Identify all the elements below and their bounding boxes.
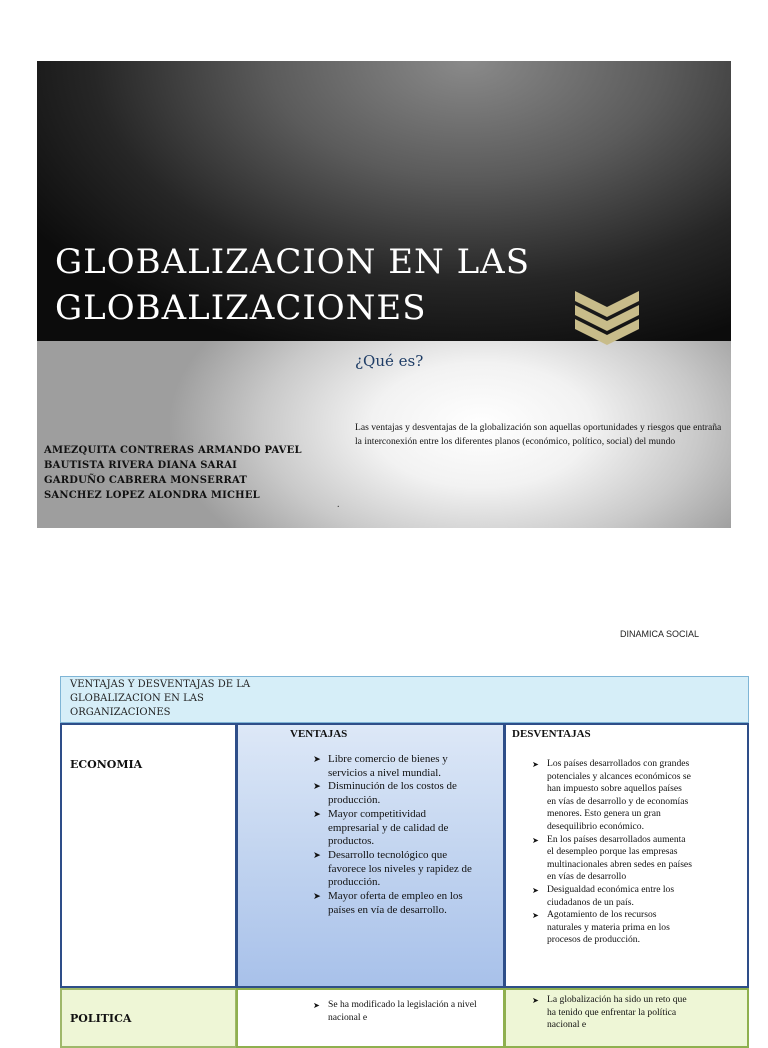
comparison-table [60,676,749,1031]
page-header-label: DINAMICA SOCIAL [620,629,700,639]
cover-title [55,239,530,331]
author-name: BAUTISTA RIVERA DIANA SARAI [44,460,237,471]
desventajas-list-economia [532,758,692,947]
list-item: ➤ Los países desarrollados con grandes potenciales y alcances económicos se han impuesto sobre aquellos países en vías de desarrollo y de economías menores. Esto genera un gran desequilibrio económico. [532,758,692,834]
author-name: GARDUÑO CABRERA MONSERRAT [44,475,248,486]
cover-title-line-1: GLOBALIZACION EN LAS [55,242,531,282]
cover-slide [37,61,731,528]
ventajas-cell-economia [236,723,505,988]
ventajas-cell-politica [236,988,505,1048]
list-item: ➤ Disminución de los costos de producción. [313,780,473,807]
row-label-economia: ECONOMIA [70,758,143,771]
list-item: ➤ Desigualdad económica entre los ciudadanos de un país. [532,884,692,909]
table-title [60,676,749,723]
desventajas-cell-economia [504,723,749,988]
table-title-line: ORGANIZACIONES [70,707,171,718]
triple-chevron-down-icon [575,289,639,345]
author-name: SANCHEZ LOPEZ ALONDRA MICHEL [44,490,260,501]
cover-title-line-2: GLOBALIZACIONES [55,288,427,328]
cover-dot: . [337,499,340,510]
desventajas-cell-politica [504,988,749,1048]
column-header-desventajas: DESVENTAJAS [512,728,591,740]
list-item: ➤ Se ha modificado la legislación a nivel nacional e [313,999,478,1024]
list-item: ➤ Libre comercio de bienes y servicios a nivel mundial. [313,753,473,780]
column-header-ventajas: VENTAJAS [290,728,348,740]
author-list [44,443,302,503]
list-item: ➤ La globalización ha sido un reto que ha tenido que enfrentar la política nacional e [532,994,697,1032]
list-item: ➤ En los países desarrollados aumenta el desempleo porque las empresas multinacionales abren sedes en países en vías de desarrollo [532,834,692,884]
list-item: ➤ Mayor competitividad empresarial y de calidad de productos. [313,808,473,849]
desventajas-list-politica [532,994,697,1032]
ventajas-list-economia [313,753,473,917]
list-item: ➤ Mayor oferta de empleo en los países en vía de desarrollo. [313,890,473,917]
author-name: AMEZQUITA CONTRERAS ARMANDO PAVEL [44,445,302,456]
list-item: ➤ Desarrollo tecnológico que favorece los niveles y rapidez de producción. [313,849,473,890]
table-title-line: GLOBALIZACION EN LAS [70,693,204,704]
row-label-politica: POLITICA [70,1012,132,1025]
cover-subtitle: ¿Qué es? [355,352,424,370]
table-title-line: VENTAJAS Y DESVENTAJAS DE LA [70,679,251,690]
ventajas-list-politica [313,999,478,1024]
row-label-cell-economia [60,723,237,988]
row-label-cell-politica [60,988,237,1048]
cover-description: Las ventajas y desventajas de la globalización son aquellas oportunidades y riesgos que entraña la interconexión entre los diferentes planos (económico, político, social) del mundo [355,422,722,447]
list-item: ➤ Agotamiento de los recursos naturales y materia prima en los procesos de producción. [532,909,692,947]
